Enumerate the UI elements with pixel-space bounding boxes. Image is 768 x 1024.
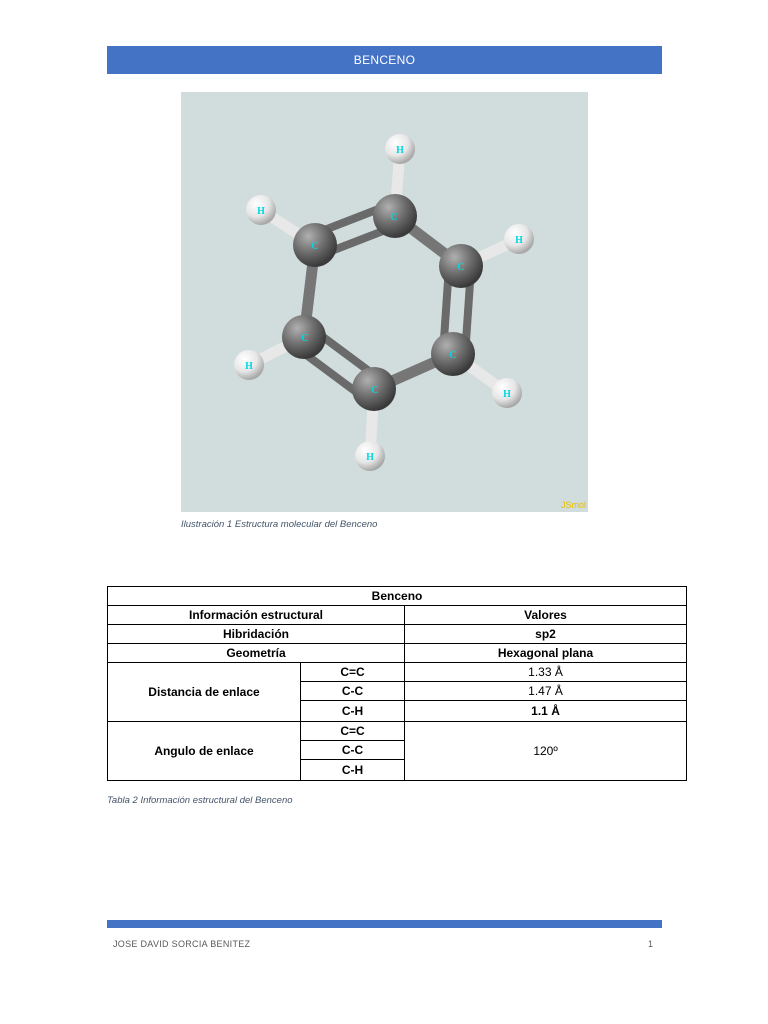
- atom-label-c: C: [301, 333, 309, 344]
- table-title: Benceno: [108, 587, 687, 606]
- table-header-right: Valores: [405, 606, 687, 625]
- bond-type-cell: C-C: [301, 741, 405, 760]
- benzene-molecule-image: [181, 92, 588, 512]
- atom-label-h: H: [515, 235, 523, 246]
- benzene-molecule-svg: [181, 92, 588, 512]
- footer-author: JOSE DAVID SORCIA BENITEZ: [113, 939, 251, 949]
- row-label-hibridacion: Hibridación: [108, 625, 405, 644]
- atom-label-h: H: [503, 389, 511, 400]
- atom-label-c: C: [311, 241, 319, 252]
- bond-distance-value: 1.1 Å: [405, 701, 687, 722]
- atom-label-h: H: [245, 361, 253, 372]
- table-header-left: Información estructural: [108, 606, 405, 625]
- atom-label-c: C: [371, 385, 379, 396]
- bond-type-cell: C-H: [301, 760, 405, 781]
- bond-type-cell: C=C: [301, 722, 405, 741]
- structural-info-table: [107, 586, 687, 781]
- row-label-angulo: Angulo de enlace: [108, 722, 301, 781]
- table-caption: Tabla 2 Información estructural del Benceno: [107, 795, 293, 806]
- page-header-bar: [107, 46, 662, 74]
- atom-label-c: C: [457, 262, 465, 273]
- page-title: BENCENO: [353, 53, 416, 67]
- figure-caption: Ilustración 1 Estructura molecular del Benceno: [181, 519, 378, 530]
- row-label-geometria: Geometría: [108, 644, 405, 663]
- atom-label-c: C: [449, 350, 457, 361]
- footer-bar: [107, 920, 662, 928]
- atom-label-c: C: [390, 212, 398, 223]
- bond-type-cell: C=C: [301, 663, 405, 682]
- bond-type-cell: C-C: [301, 682, 405, 701]
- row-label-distancia: Distancia de enlace: [108, 663, 301, 722]
- bond-angle-value: 120º: [405, 722, 687, 781]
- atom-label-h: H: [366, 452, 374, 463]
- bond-distance-value: 1.47 Å: [405, 682, 687, 701]
- bond-type-cell: C-H: [301, 701, 405, 722]
- atom-label-h: H: [396, 145, 404, 156]
- atom-label-h: H: [257, 206, 265, 217]
- ch-bonds: [249, 149, 519, 456]
- hydrogen-atoms: [234, 134, 534, 471]
- bond-distance-value: 1.33 Å: [405, 663, 687, 682]
- jsmol-watermark: JSmol: [560, 500, 586, 510]
- row-value-hibridacion: sp2: [405, 625, 687, 644]
- page-number: 1: [648, 939, 654, 949]
- atom-labels: [245, 145, 523, 463]
- row-value-geometria: Hexagonal plana: [405, 644, 687, 663]
